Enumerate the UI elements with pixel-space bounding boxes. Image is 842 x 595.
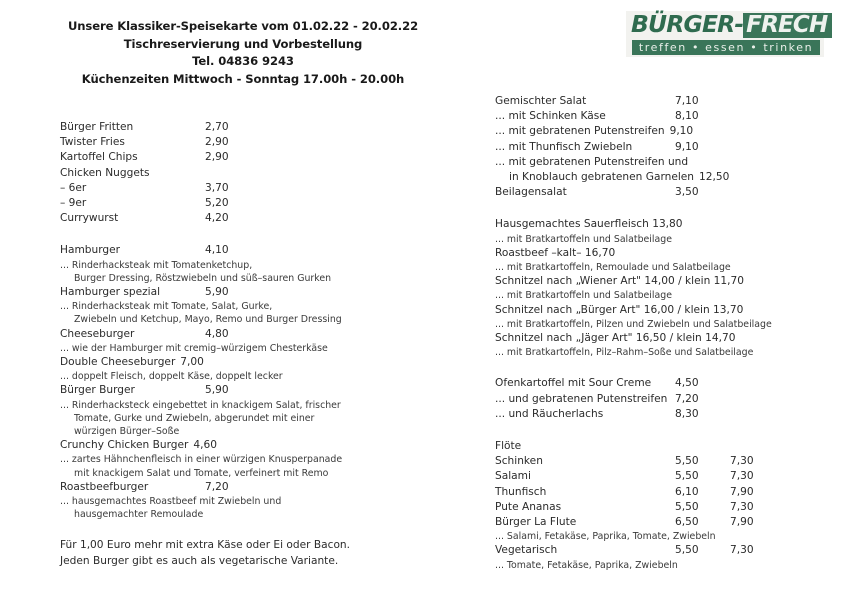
menu-note: Jeden Burger gibt es auch als vegetarische Variante. <box>60 554 339 567</box>
item-description: ... hausgemachtes Roastbeef mit Zwiebeln und <box>60 496 282 508</box>
item-name: Ofenkartoffel mit Sour Creme <box>495 377 652 390</box>
flute-heading: Flöte <box>495 440 522 453</box>
item-description: ... mit Bratkartoffeln, Pilzen und Zwiebeln und Salatbeilage <box>495 318 772 330</box>
header-line-title: Unsere Klassiker-Speisekarte vom 01.02.22 - 20.02.22 <box>67 19 419 33</box>
item-name: Chicken Nuggets <box>60 166 150 179</box>
item-description: ... mit Bratkartoffeln, Pilz–Rahm–Soße und Salatbeilage <box>495 347 754 359</box>
burger-row <box>60 355 420 370</box>
logo-word-frech: FRECH <box>743 13 832 38</box>
item-description: ... Rinderhacksteak mit Tomate, Salat, Gurke, <box>60 301 273 313</box>
burger-row <box>60 327 420 342</box>
item-price: 7,20 <box>675 392 699 405</box>
item-name: Beilagensalat <box>495 186 567 199</box>
main-dish-row: Hausgemachtes Sauerfleisch 13,80 <box>495 218 683 231</box>
item-name: – 6er <box>60 181 87 194</box>
item-price: 2,90 <box>205 151 229 164</box>
burger-row <box>60 383 420 398</box>
item-price-small: 5,50 <box>675 500 699 513</box>
item-price: 5,90 <box>205 286 229 299</box>
potato-row <box>495 407 835 422</box>
item-name: Bürger Fritten <box>60 121 134 133</box>
item-price: 4,60 <box>193 439 217 452</box>
item-price: 7,20 <box>205 480 229 493</box>
menu-note: Für 1,00 Euro mehr mit extra Käse oder Ei oder Bacon. <box>60 539 351 552</box>
item-price: 12,50 <box>699 171 730 184</box>
item-price-small: 5,50 <box>675 470 699 483</box>
item-price: 5,90 <box>205 384 229 397</box>
item-description: ... mit Bratkartoffeln und Salatbeilage <box>495 290 672 302</box>
item-name: in Knoblauch gebratenen Garnelen <box>509 171 695 184</box>
item-name: Bürger La Flute <box>495 516 577 529</box>
side-row <box>60 120 420 135</box>
item-price: 9,10 <box>669 125 694 138</box>
flute-row <box>495 454 835 469</box>
item-price: 4,50 <box>675 377 699 390</box>
item-name: Crunchy Chicken Burger <box>60 439 189 452</box>
item-name: Hamburger <box>60 244 120 257</box>
logo-word-buerger: BÜRGER- <box>630 11 744 38</box>
flute-row <box>495 469 835 484</box>
burger-row <box>60 243 420 258</box>
item-price: 8,30 <box>675 407 699 420</box>
item-description: ... Salami, Fetakäse, Paprika, Tomate, Zwiebeln <box>495 531 716 543</box>
logo-wordmark <box>626 11 828 38</box>
item-name: Bürger Burger <box>60 384 135 397</box>
item-price-large: 7,90 <box>730 485 754 498</box>
sides-section <box>60 120 420 226</box>
item-name: Schinken <box>495 455 543 468</box>
item-price: 4,80 <box>205 327 229 340</box>
salad-row <box>495 94 835 109</box>
salad-row <box>495 155 835 170</box>
item-price-large: 7,30 <box>730 500 754 513</box>
section-gap <box>495 359 835 376</box>
salad-row <box>495 140 835 155</box>
header-line-phone: Tel. 04836 9243 <box>192 54 294 68</box>
item-price: 4,10 <box>205 244 229 257</box>
item-description: ... zartes Hähnchenfleisch in einer würzigen Knusperpanade <box>60 454 343 466</box>
item-price: 3,50 <box>675 186 699 199</box>
item-price: 5,20 <box>205 197 229 210</box>
main-dish-row: Schnitzel nach „Wiener Art" 14,00 / klein 11,70 <box>495 275 744 288</box>
section-gap <box>60 226 420 243</box>
item-name: Cheeseburger <box>60 327 135 340</box>
left-menu-column <box>60 120 420 569</box>
item-name: Thunfisch <box>495 485 547 498</box>
item-description: ... Rinderhacksteck eingebettet in knackigem Salat, frischer <box>60 399 341 411</box>
item-price-large: 7,30 <box>730 544 754 557</box>
item-price-small: 6,50 <box>675 516 699 529</box>
header-line-reservation: Tischreservierung und Vorbestellung <box>123 36 363 51</box>
restaurant-logo <box>626 11 828 57</box>
item-description: ... Rinderhacksteak mit Tomatenketchup, <box>60 259 253 271</box>
item-price: 4,20 <box>205 212 229 225</box>
item-price-small: 6,10 <box>675 485 699 498</box>
potatoes-section <box>495 376 835 422</box>
item-name: ... mit gebratenen Putenstreifen <box>495 125 665 138</box>
item-price: 2,70 <box>205 121 229 133</box>
item-description: Tomate, Gurke und Zwiebeln, abgerundet mit einer <box>74 412 315 424</box>
flute-row <box>495 543 835 558</box>
salads-section <box>495 94 835 200</box>
salad-row <box>495 170 835 185</box>
burgers-section <box>60 243 420 521</box>
header-line-hours: Küchenzeiten Mittwoch - Sonntag 17.00h - 20.00h <box>81 71 405 86</box>
item-price-large: 7,90 <box>730 516 754 529</box>
flute-row <box>495 515 835 530</box>
menu-header <box>38 18 448 88</box>
side-row <box>60 150 420 165</box>
salad-row <box>495 109 835 124</box>
side-row <box>60 181 420 196</box>
main-dish-row: Schnitzel nach „Bürger Art" 16,00 / klein 13,70 <box>495 303 744 316</box>
item-name: Currywurst <box>60 212 119 225</box>
burger-row <box>60 480 420 495</box>
item-description: Burger Dressing, Röstzwiebeln und süß–sauren Gurken <box>74 272 332 284</box>
item-price-large: 7,30 <box>730 470 754 483</box>
item-description: ... mit Bratkartoffeln, Remoulade und Salatbeilage <box>495 262 731 274</box>
item-description: ... Tomate, Fetakäse, Paprika, Zwiebeln <box>495 559 678 571</box>
item-name: Double Cheeseburger <box>60 356 176 369</box>
mains-section <box>495 217 835 359</box>
item-price: 2,90 <box>205 136 229 149</box>
item-price: 3,70 <box>205 181 229 194</box>
burger-row <box>60 438 420 453</box>
side-row <box>60 135 420 150</box>
item-price-small: 5,50 <box>675 544 699 557</box>
item-description: Zwiebeln und Ketchup, Mayo, Remo und Burger Dressing <box>74 314 342 326</box>
item-description: würzigen Bürger–Soße <box>74 426 180 438</box>
item-name: Pute Ananas <box>495 500 562 513</box>
item-price: 9,10 <box>675 140 699 153</box>
section-gap <box>495 200 835 217</box>
burger-row <box>60 285 420 300</box>
item-price-small: 5,50 <box>675 455 699 468</box>
item-name: ... mit Schinken Käse <box>495 110 606 123</box>
item-name: ... mit gebratenen Putenstreifen und <box>495 155 689 168</box>
logo-tagline: treffen • essen • trinken <box>638 41 814 54</box>
item-name: Gemischter Salat <box>495 95 587 107</box>
item-description: ... wie der Hamburger mit cremig–würzigem Chesterkäse <box>60 342 328 354</box>
main-dish-row: Roastbeef –kalt– 16,70 <box>495 246 616 259</box>
item-name: ... und gebratenen Putenstreifen <box>495 392 668 405</box>
salad-row <box>495 124 835 139</box>
item-name: Kartoffel Chips <box>60 151 138 164</box>
item-price: 7,00 <box>180 356 204 369</box>
item-description: mit knackigem Salat und Tomate, verfeinert mit Remo <box>74 467 329 479</box>
potato-row <box>495 376 835 391</box>
flutes-section <box>495 439 835 572</box>
side-row <box>60 211 420 226</box>
item-price: 8,10 <box>675 110 699 123</box>
section-gap <box>495 422 835 439</box>
flute-row <box>495 500 835 515</box>
notes-section <box>60 538 420 569</box>
item-description: ... doppelt Fleisch, doppelt Käse, doppelt lecker <box>60 371 283 383</box>
item-description: hausgemachter Remoulade <box>74 509 204 521</box>
item-name: Salami <box>495 470 531 483</box>
logo-tagline-band <box>632 40 820 55</box>
section-gap <box>60 521 420 538</box>
item-name: Twister Fries <box>60 136 125 149</box>
main-dish-row: Schnitzel nach „Jäger Art" 16,50 / klein 14,70 <box>495 332 736 345</box>
item-price: 7,10 <box>675 95 699 107</box>
item-name: – 9er <box>60 197 87 210</box>
item-name: Vegetarisch <box>495 544 558 557</box>
item-name: Hamburger spezial <box>60 286 161 299</box>
item-name: Roastbeefburger <box>60 480 149 493</box>
item-price-large: 7,30 <box>730 455 754 468</box>
salad-row <box>495 185 835 200</box>
flute-row <box>495 485 835 500</box>
item-name: ... und Räucherlachs <box>495 407 604 420</box>
side-row <box>60 196 420 211</box>
potato-row <box>495 392 835 407</box>
side-row <box>60 166 420 181</box>
item-description: ... mit Bratkartoffeln und Salatbeilage <box>495 233 672 245</box>
right-menu-column <box>495 94 835 572</box>
item-name: ... mit Thunfisch Zwiebeln <box>495 140 633 153</box>
